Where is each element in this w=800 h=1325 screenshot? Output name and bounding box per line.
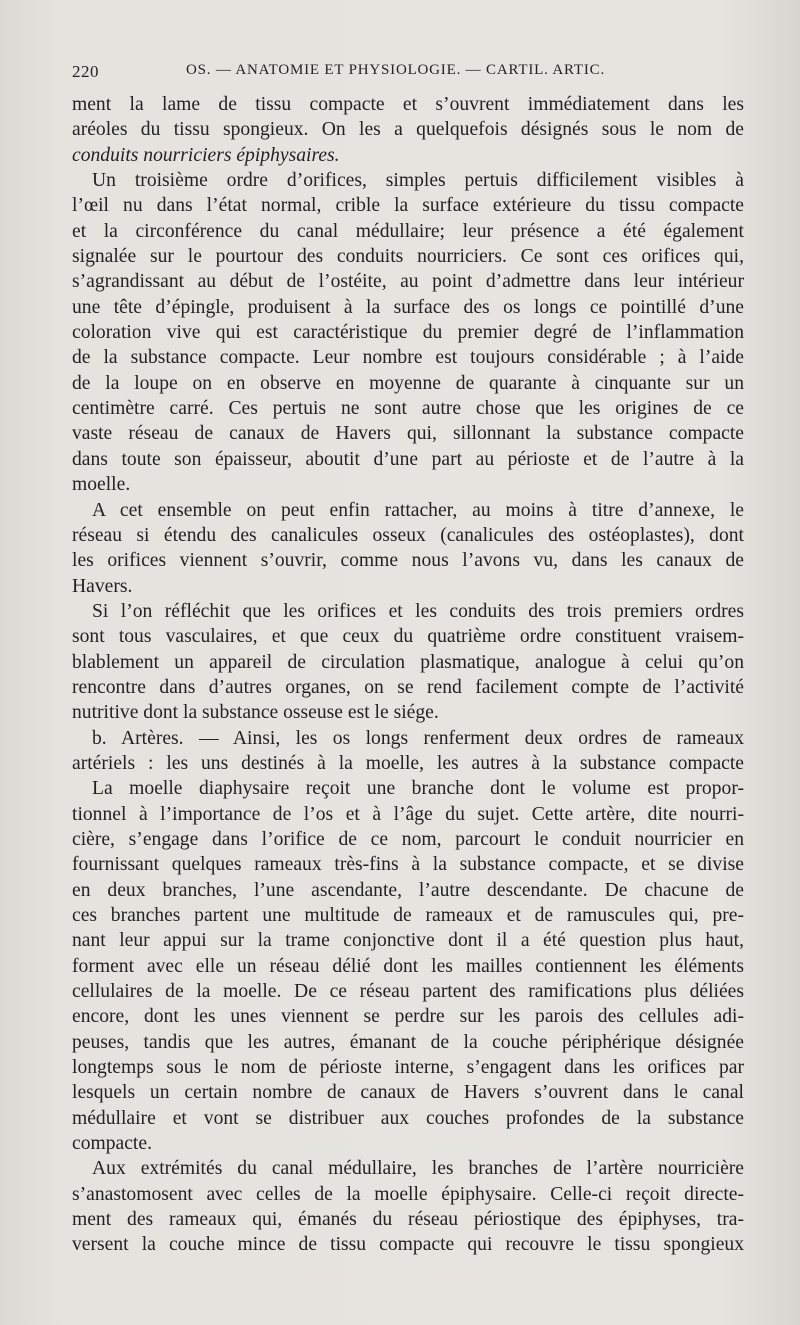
text-line: dans toute son épaisseur, aboutit d’une part au périoste et de l’autre à la	[72, 448, 744, 470]
text-line: une tête d’épingle, produisent à la surface des os longs ce pointillé d’une	[72, 296, 744, 318]
text-line: réseau si étendu des canalicules osseux (canalicules des ostéoplastes), dont	[72, 524, 744, 546]
text-line	[72, 143, 744, 168]
running-head: OS. — ANATOMIE ET PHYSIOLOGIE. — CARTIL. ARTIC.	[186, 62, 606, 78]
text-line: de la loupe on en observe en moyenne de quarante à cinquante sur un	[72, 372, 744, 394]
text-line: de la substance compacte. Leur nombre est toujours considérable ; à l’aide	[72, 347, 744, 369]
italic-term: conduits nourriciers épiphysaires.	[72, 144, 340, 166]
text-line: cellulaires de la moelle. De ce réseau partent des ramifications plus déliées	[72, 981, 744, 1003]
text-line: signalée sur le pourtour des conduits nourriciers. Ce sont ces orifices qui,	[72, 246, 744, 268]
text-line: s’agrandissant au début de l’ostéite, au point d’admettre dans leur intérieur	[72, 271, 744, 293]
text-line: A cet ensemble on peut enfin rattacher, au moins à titre d’annexe, le	[92, 499, 744, 521]
text-line: et la circonférence du canal médullaire; leur présence a été également	[72, 220, 744, 242]
text-line: vaste réseau de canaux de Havers qui, sillonnant la substance compacte	[72, 423, 744, 445]
text-line: rencontre dans d’autres organes, on se rend facilement compte de l’activité	[72, 676, 744, 698]
page-number: 220	[72, 62, 99, 81]
text-line: tionnel à l’importance de l’os et à l’âge du sujet. Cette artère, dite nourri-	[72, 803, 744, 825]
text-line: ces branches partent une multitude de rameaux et de ramuscules qui, pre-	[72, 905, 744, 926]
body-text	[72, 92, 744, 1258]
text-line: Si l’on réfléchit que les orifices et les conduits des trois premiers ordres	[92, 600, 744, 622]
text-line: sont tous vasculaires, et que ceux du quatrième ordre constituent vraisem-	[72, 626, 744, 648]
text-line: blablement un appareil de circulation plasmatique, analogue à celui qu’on	[72, 651, 744, 673]
text-line: La moelle diaphysaire reçoit une branche dont le volume est propor-	[92, 778, 744, 800]
text-line: les orifices viennent s’ouvrir, comme nous l’avons vu, dans les canaux de	[72, 550, 744, 572]
text-line: ment des rameaux qui, émanés du réseau périostique des épiphyses, tra-	[72, 1209, 744, 1231]
text-line: aréoles du tissu spongieux. On les a quelquefois désignés sous le nom de	[72, 119, 744, 141]
text-line: b. Artères. — Ainsi, les os longs renferment deux ordres de rameaux	[92, 727, 744, 749]
text-line: Aux extrémités du canal médullaire, les branches de l’artère nourricière	[92, 1158, 744, 1180]
text-line: médullaire et vont se distribuer aux couches profondes de la substance	[72, 1107, 744, 1129]
text-line: longtemps sous le nom de périoste interne, s’engagent dans les orifices par	[72, 1057, 744, 1079]
text-line: peuses, tandis que les autres, émanant de la couche périphérique désignée	[72, 1031, 744, 1053]
text-line: versent la couche mince de tissu compacte qui recouvre le tissu spongieux	[72, 1234, 744, 1256]
text-line: ment la lame de tissu compacte et s’ouvrent immédiatement dans les	[72, 94, 744, 115]
text-line: forment avec elle un réseau délié dont les mailles contiennent les éléments	[72, 955, 744, 977]
text-line: centimètre carré. Ces pertuis ne sont autre chose que les origines de ce	[72, 398, 744, 420]
text-line: coloration vive qui est caractéristique du premier degré de l’inflammation	[72, 322, 744, 344]
text-line: compacte.	[72, 1133, 152, 1155]
text-line: moelle.	[72, 474, 131, 496]
text-line: l’œil nu dans l’état normal, crible la surface extérieure du tissu compacte	[72, 195, 744, 217]
text-line: artériels : les uns destinés à la moelle, les autres à la substance compacte	[72, 752, 744, 774]
text-line: lesquels un certain nombre de canaux de Havers s’ouvrent dans le canal	[72, 1082, 744, 1104]
text-line: en deux branches, l’une ascendante, l’autre descendante. De chacune de	[72, 879, 744, 901]
text-line: Un troisième ordre d’orifices, simples pertuis difficilement visibles à	[92, 170, 744, 192]
text-line: nutritive dont la substance osseuse est le siége.	[72, 702, 439, 724]
text-line: nant leur appui sur la trame conjonctive dont il a été question plus haut,	[72, 930, 744, 952]
text-line: fournissant quelques rameaux très-fins à la substance compacte, et se divise	[72, 854, 744, 876]
text-line: s’anastomosent avec celles de la moelle épiphysaire. Celle-ci reçoit directe-	[72, 1183, 744, 1205]
text-line: cière, s’engage dans l’orifice de ce nom, parcourt le conduit nourricier en	[72, 828, 744, 850]
text-line: encore, dont les unes viennent se perdre sur les parois des cellules adi-	[72, 1006, 744, 1028]
text-line: Havers.	[72, 575, 133, 597]
